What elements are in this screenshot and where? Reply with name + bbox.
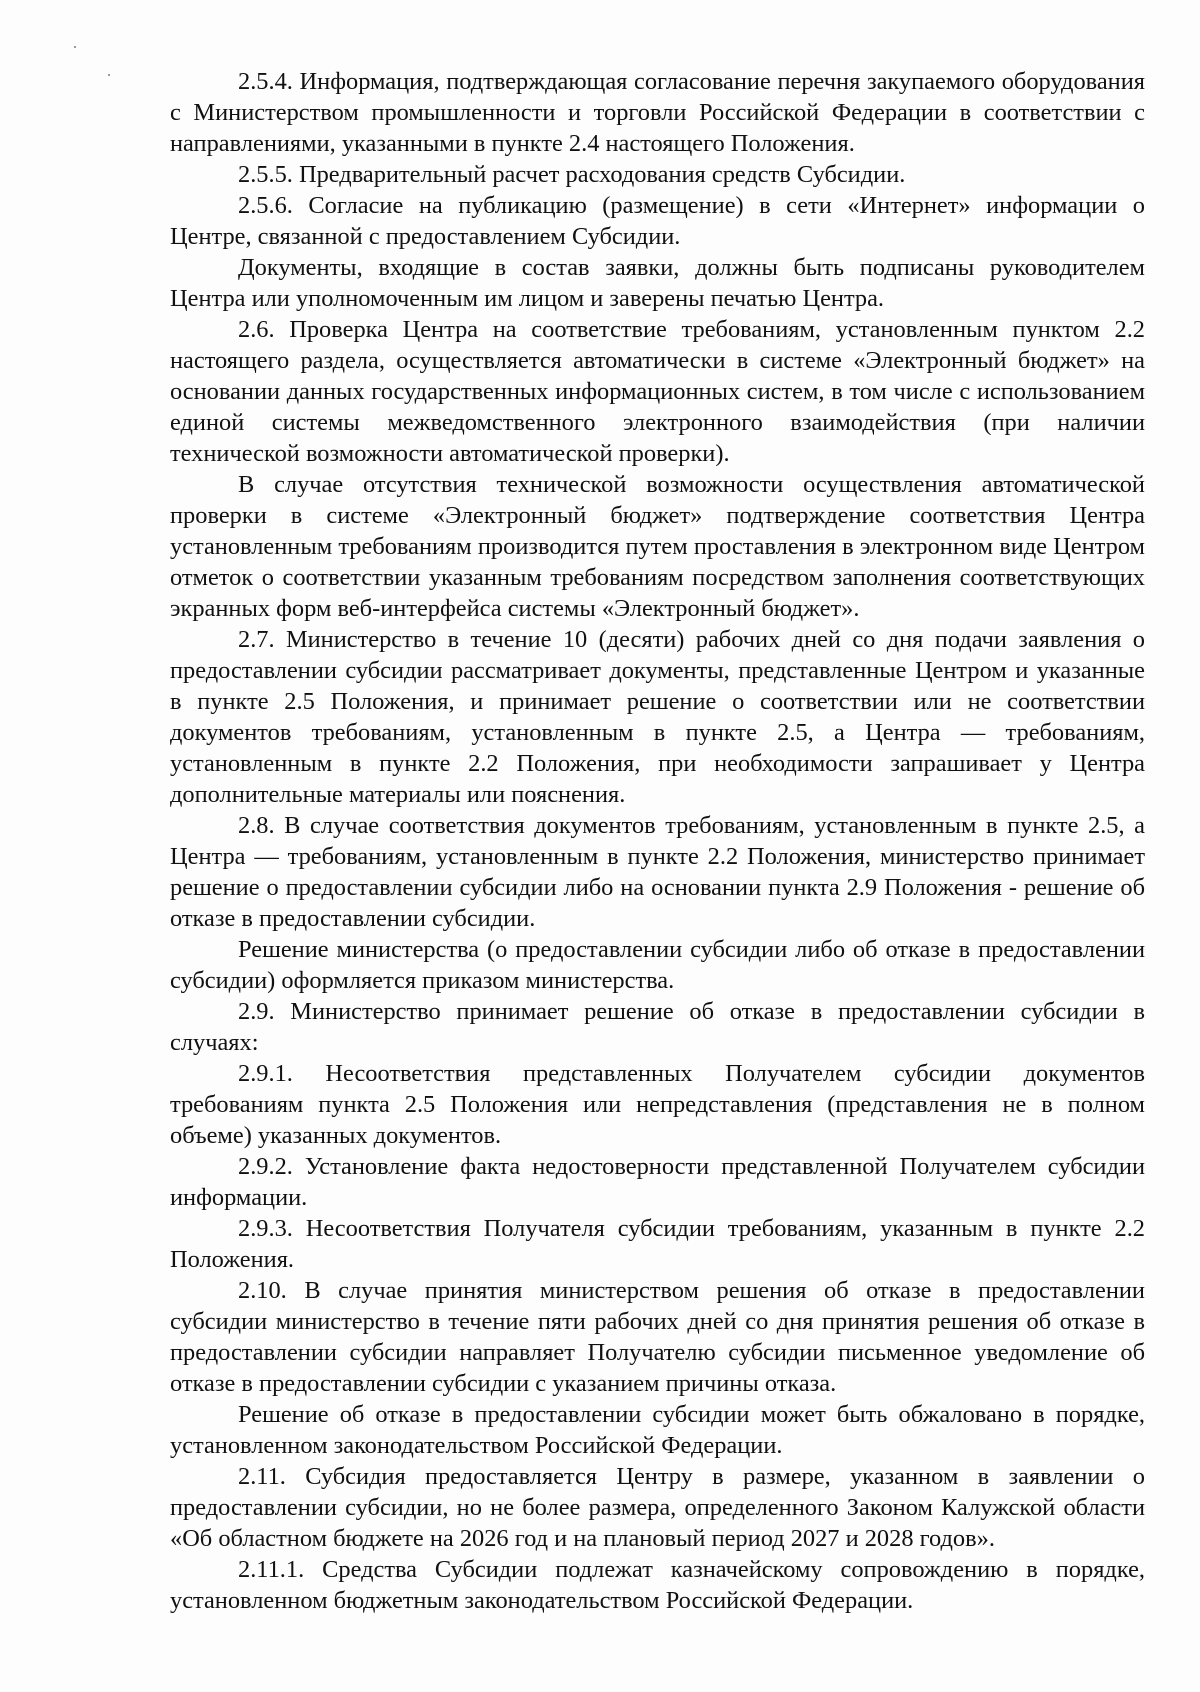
paragraph: Документы, входящие в состав заявки, должны быть подписаны руководителем Центра или уполномоченным им лицом и заверены печатью Центра. xyxy=(170,254,1145,312)
paragraph: 2.9.2. Установление факта недостоверности представленной Получателем субсидии информации. xyxy=(170,1153,1145,1211)
paragraph: 2.10. В случае принятия министерством решения об отказе в предоставлении субсидии министерство в течение пяти рабочих дней со дня принятия решения об отказе в предоставлении субсидии направляет Получателю субсидии письменное уведомление об отказе в предоставлении субсидии с указанием причины отказа. xyxy=(170,1277,1145,1397)
paragraph: Решение министерства (о предоставлении субсидии либо об отказе в предоставлении субсидии) оформляется приказом министерства. xyxy=(170,936,1145,994)
paragraph: В случае отсутствия технической возможности осуществления автоматической проверки в системе «Электронный бюджет» подтверждение соответствия Центра установленным требованиям производится путем проставления в электронном виде Центром отметок о соответствии указанным требованиям посредством заполнения соответствующих экранных форм веб-интерфейса системы «Электронный бюджет». xyxy=(170,471,1145,622)
paragraph: 2.9.3. Несоответствия Получателя субсидии требованиям, указанным в пункте 2.2 Положения. xyxy=(170,1215,1145,1273)
paragraph: 2.6. Проверка Центра на соответствие требованиям, установленным пунктом 2.2 настоящего раздела, осуществляется автоматически в системе «Электронный бюджет» на основании данных государственных информационных систем, в том числе с использованием единой системы межведомственного электронного взаимодействия (при наличии технической возможности автоматической проверки). xyxy=(170,316,1145,467)
paragraph: 2.5.5. Предварительный расчет расходования средств Субсидии. xyxy=(238,161,906,188)
paragraph: 2.7. Министерство в течение 10 (десяти) рабочих дней со дня подачи заявления о предоставлении субсидии рассматривает документы, представленные Центром и указанные в пункте 2.5 Положения, и принимает решение о соответствии или не соответствии документов требованиям, установленным в пункте 2.5, а Центра — требованиям, установленным в пункте 2.2 Положения, при необходимости запрашивает у Центра дополнительные материалы или пояснения. xyxy=(170,626,1145,808)
scan-speck-mark xyxy=(108,74,110,76)
document-body xyxy=(170,66,1145,1616)
paragraph: Решение об отказе в предоставлении субсидии может быть обжаловано в порядке, установленном законодательством Российской Федерации. xyxy=(170,1401,1145,1459)
paragraph: 2.11.1. Средства Субсидии подлежат казначейскому сопровождению в порядке, установленном бюджетным законодательством Российской Федерации. xyxy=(170,1556,1145,1614)
paragraph: 2.11. Субсидия предоставляется Центру в размере, указанном в заявлении о предоставлении субсидии, но не более размера, определенного Законом Калужской области «Об областном бюджете на 2026 год и на плановый период 2027 и 2028 годов». xyxy=(170,1463,1145,1552)
paragraph: 2.5.6. Согласие на публикацию (размещение) в сети «Интернет» информации о Центре, связанной с предоставлением Субсидии. xyxy=(170,192,1145,250)
scan-speck-mark xyxy=(74,46,76,48)
paragraph: 2.5.4. Информация, подтверждающая согласование перечня закупаемого оборудования с Министерством промышленности и торговли Российской Федерации в соответствии с направлениями, указанными в пункте 2.4 настоящего Положения. xyxy=(170,68,1145,157)
paragraph: 2.9. Министерство принимает решение об отказе в предоставлении субсидии в случаях: xyxy=(170,998,1145,1056)
paragraph: 2.8. В случае соответствия документов требованиям, установленным в пункте 2.5, а Центра — требованиям, установленным в пункте 2.2 Положения, министерство принимает решение о предоставлении субсидии либо на основании пункта 2.9 Положения - решение об отказе в предоставлении субсидии. xyxy=(170,812,1145,932)
paragraph: 2.9.1. Несоответствия представленных Получателем субсидии документов требованиям пункта 2.5 Положения или непредставления (представления не в полном объеме) указанных документов. xyxy=(170,1060,1145,1149)
